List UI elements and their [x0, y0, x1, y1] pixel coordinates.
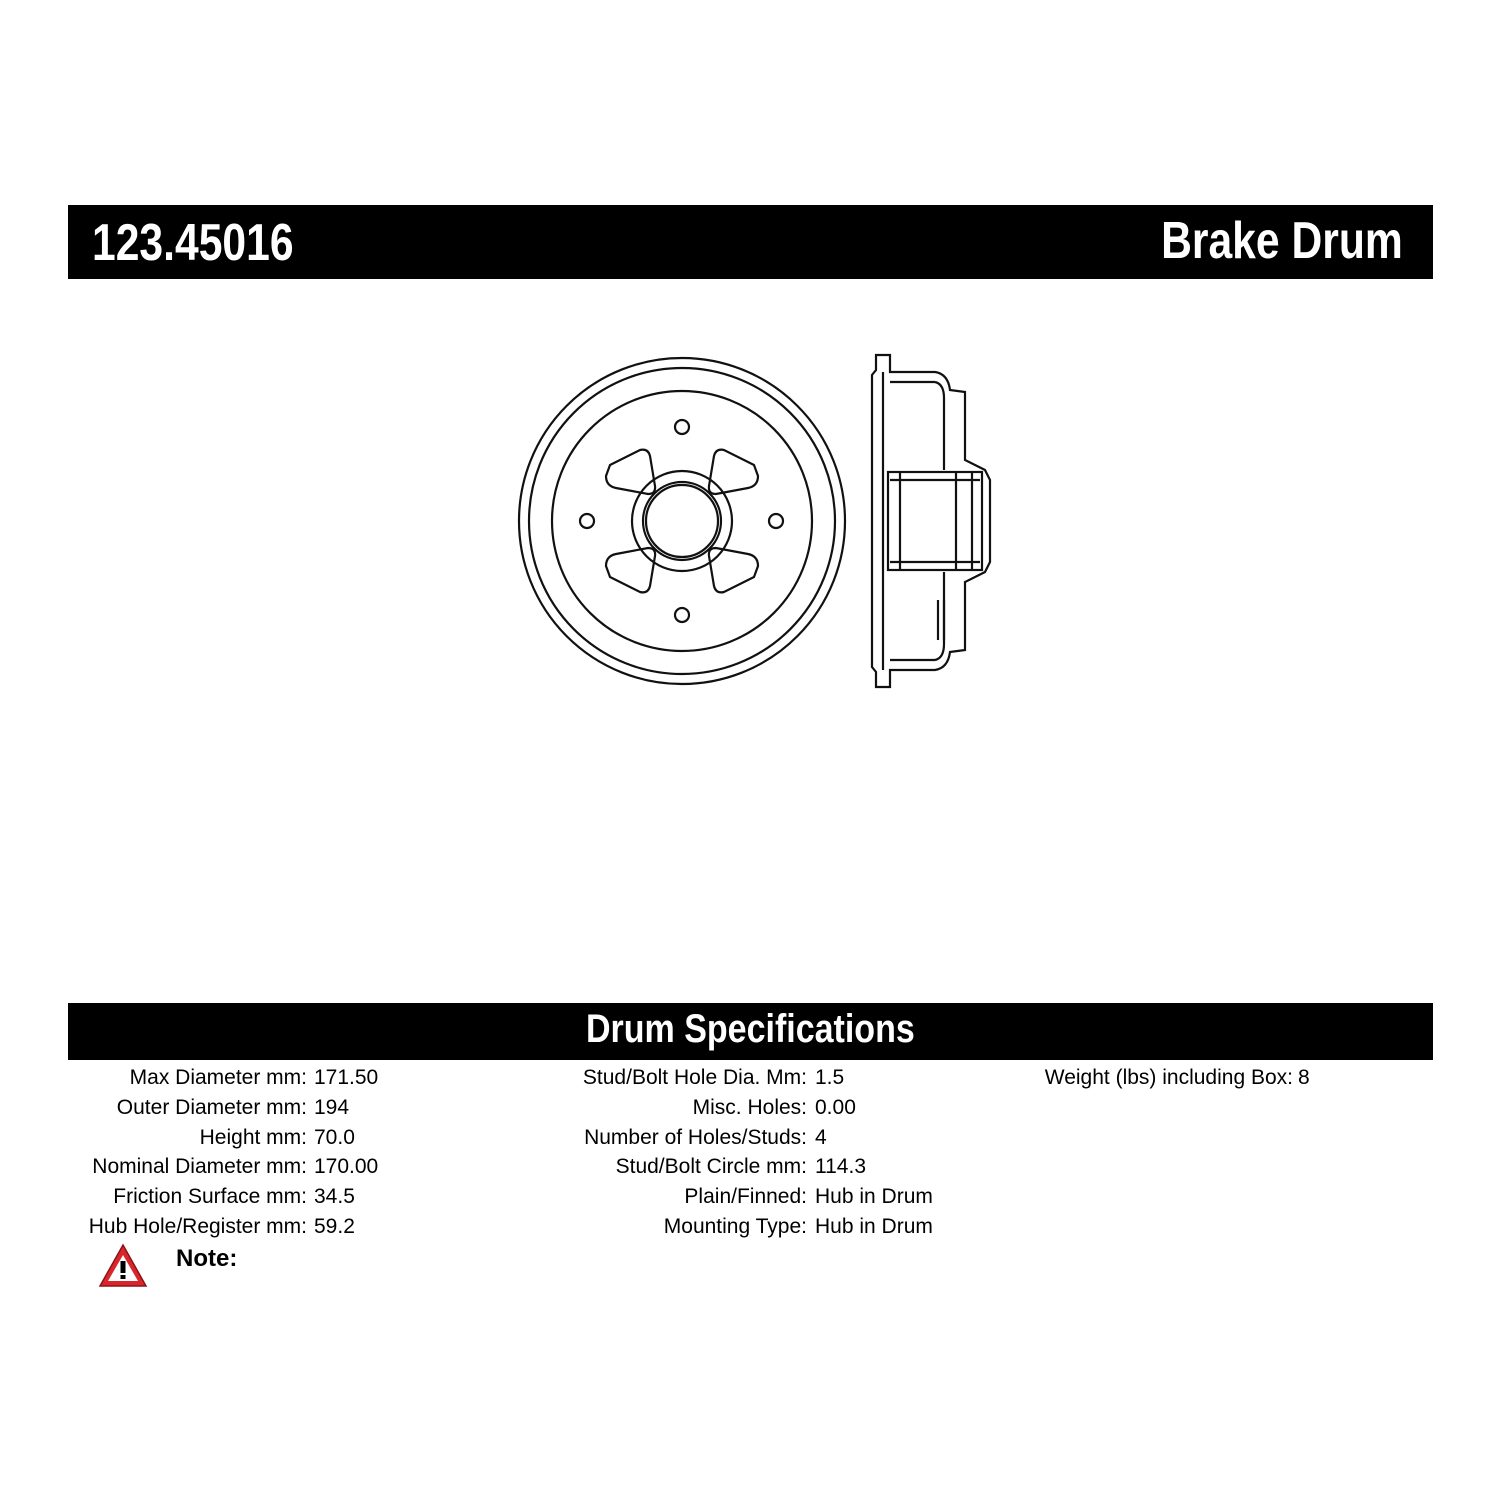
- spec-label: Stud/Bolt Circle mm:: [615, 1155, 807, 1179]
- spec-value: 170.00: [314, 1155, 379, 1179]
- spec-value: 114.3: [815, 1155, 866, 1179]
- spec-row: [500, 1063, 845, 1093]
- spec-value: Hub in Drum: [815, 1185, 933, 1209]
- side-view: [872, 355, 990, 687]
- spec-value: 8: [1298, 1066, 1310, 1089]
- spec-label: Friction Surface mm:: [113, 1185, 307, 1209]
- spec-label: Hub Hole/Register mm:: [88, 1214, 307, 1238]
- spec-row: [0, 1212, 355, 1242]
- spec-row: [0, 1182, 355, 1212]
- spec-value: 59.2: [314, 1214, 355, 1238]
- spec-label: Mounting Type:: [663, 1214, 807, 1238]
- spec-label: Number of Holes/Studs:: [584, 1125, 807, 1149]
- spec-value: 0.00: [815, 1095, 856, 1119]
- front-view: [519, 358, 845, 684]
- spec-row: [1000, 1063, 1310, 1093]
- spec-label: Height mm:: [199, 1125, 307, 1149]
- spec-value: 171.50: [314, 1066, 379, 1089]
- spec-column-1: [0, 1063, 379, 1242]
- spec-label: Plain/Finned:: [684, 1185, 807, 1209]
- brake-drum-drawing: [500, 340, 1020, 700]
- spec-value: 34.5: [314, 1185, 355, 1209]
- warning-icon: [98, 1243, 148, 1289]
- spec-row: [500, 1152, 866, 1182]
- spec-label: Nominal Diameter mm:: [92, 1155, 307, 1179]
- specifications-title: Drum Specifications: [586, 1007, 915, 1051]
- spec-value: 194: [314, 1095, 350, 1119]
- spec-value: Hub in Drum: [815, 1214, 933, 1238]
- title-bar: [68, 205, 1433, 279]
- spec-row: [500, 1093, 856, 1123]
- spec-label: Stud/Bolt Hole Dia. Mm:: [582, 1066, 807, 1089]
- spec-value: 4: [815, 1125, 827, 1149]
- spec-column-3: [1000, 1063, 1310, 1093]
- spec-label: Outer Diameter mm:: [116, 1095, 307, 1119]
- specifications-header: [68, 1003, 1433, 1060]
- spec-value: 1.5: [815, 1066, 845, 1089]
- document-type: Brake Drum: [1161, 212, 1403, 270]
- spec-label: Max Diameter mm:: [129, 1066, 307, 1089]
- spec-row: [0, 1093, 350, 1123]
- part-number: 123.45016: [92, 214, 294, 272]
- spec-value: 70.0: [314, 1125, 355, 1149]
- spec-row: [0, 1152, 379, 1182]
- spec-row: [500, 1212, 933, 1242]
- spec-row: [0, 1063, 379, 1093]
- spec-column-2: [500, 1063, 933, 1242]
- note-label: Note:: [176, 1245, 238, 1272]
- spec-row: [500, 1182, 933, 1212]
- spec-row: [0, 1123, 355, 1153]
- spec-row: [500, 1123, 827, 1153]
- spec-label: Misc. Holes:: [692, 1095, 807, 1119]
- spec-label: Weight (lbs) including Box:: [1044, 1066, 1293, 1089]
